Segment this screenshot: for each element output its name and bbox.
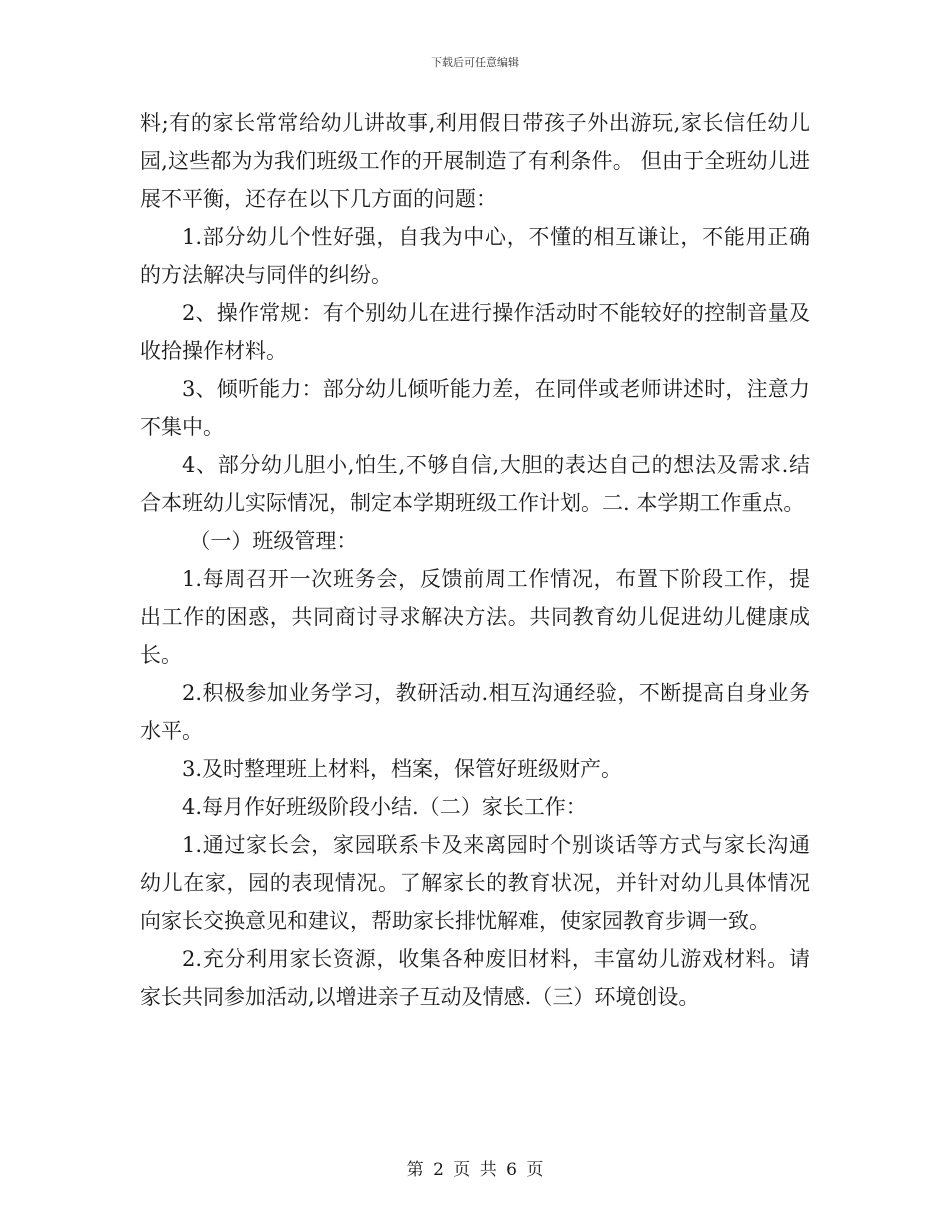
page-header: 下载后可任意编辑 [431,56,519,69]
paragraph-management-3: 3.及时整理班上材料，档案，保管好班级财产。 [182,757,623,781]
paragraph-management-4: 4.每月作好班级阶段小结.（二）家长工作： [182,795,587,819]
document-body [140,104,810,1016]
paragraph-problem-1: 1.部分幼儿个性好强，自我为中心，不懂的相互谦让，不能用正确的方法解决与同伴的纠纷。 [140,225,810,287]
paragraph-parents-1: 1.通过家长会，家园联系卡及来离园时个别谈话等方式与家长沟通幼儿在家，园的表现情况。了解家长的教育状况，并针对幼儿具体情况向家长交换意见和建议，帮助家长排忧解难，使家园教育步调一致。 [140,833,810,933]
paragraph-problem-3: 3、倾听能力：部分幼儿倾听能力差，在同伴或老师讲述时，注意力不集中。 [140,377,810,439]
section-heading-class-management: （一）班级管理： [189,529,358,553]
paragraph-management-2: 2.积极参加业务学习，教研活动.相互沟通经验，不断提高自身业务水平。 [140,681,810,743]
paragraph-parents-2: 2.充分利用家长资源，收集各种废旧材料，丰富幼儿游戏材料。请家长共同参加活动,以增进亲子互动及情感.（三）环境创设。 [140,947,810,1009]
paragraph-continuation: 料;有的家长常常给幼儿讲故事,利用假日带孩子外出游玩,家长信任幼儿园,这些都为为我们班级工作的开展制造了有利条件。 但由于全班幼儿进展不平衡，还存在以下几方面的问题： [140,111,810,211]
paragraph-problem-2: 2、操作常规：有个别幼儿在进行操作活动时不能较好的控制音量及收拾操作材料。 [140,301,810,363]
paragraph-management-1: 1.每周召开一次班务会，反馈前周工作情况，布置下阶段工作，提出工作的困惑，共同商讨寻求解决方法。共同教育幼儿促进幼儿健康成长。 [140,567,810,667]
page-number-footer: 第 2 页 共 6 页 [406,1160,544,1180]
paragraph-problem-4: 4、部分幼儿胆小,怕生,不够自信,大胆的表达自己的想法及需求.结合本班幼儿实际情况，制定本学期班级工作计划。二. 本学期工作重点。 [140,453,810,515]
